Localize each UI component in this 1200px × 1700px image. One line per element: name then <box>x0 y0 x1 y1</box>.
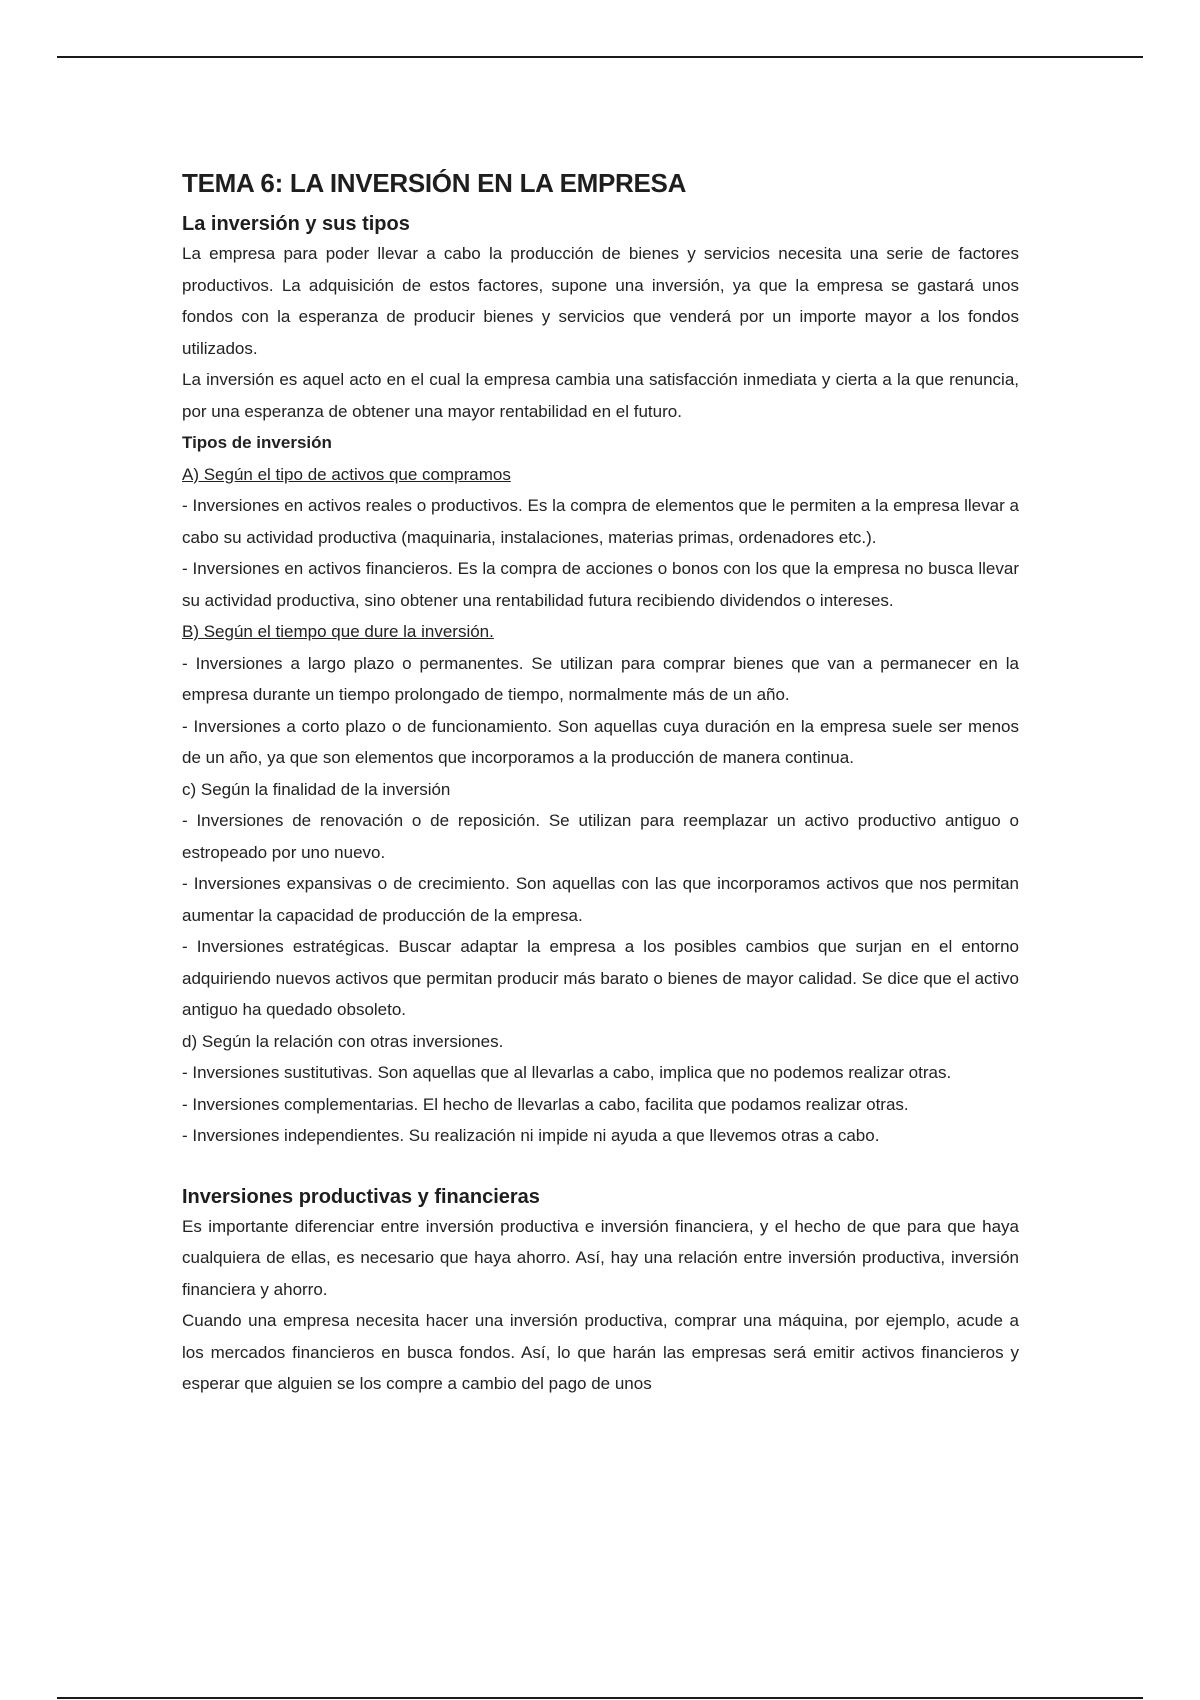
list-item: - Inversiones de renovación o de reposición. Se utilizan para reemplazar un activo productivo antiguo o estropeado por uno nuevo. <box>182 811 1019 862</box>
document-body <box>182 168 1019 1400</box>
paragraph: La empresa para poder llevar a cabo la producción de bienes y servicios necesita una serie de factores productivos. La adquisición de estos factores, supone una inversión, ya que la empresa se gastará unos fondos con la esperanza de producir bienes y servicios que venderá por un importe mayor a los fondos utilizados. <box>182 244 1019 358</box>
group-label-d: d) Según la relación con otras inversiones. <box>182 1031 504 1051</box>
group-label-b: B) Según el tiempo que dure la inversión. <box>182 622 494 641</box>
list-item: - Inversiones independientes. Su realización ni impide ni ayuda a que llevemos otras a cabo. <box>182 1126 880 1145</box>
section-heading-inversion-tipos: La inversión y sus tipos <box>182 213 410 235</box>
list-item: - Inversiones a largo plazo o permanentes. Se utilizan para comprar bienes que van a permanecer en la empresa durante un tiempo prolongado de tiempo, normalmente más de un año. <box>182 653 1019 704</box>
footer-rule <box>57 1697 1143 1699</box>
paragraph: Es importante diferenciar entre inversión productiva e inversión financiera, y el hecho de que para que haya cualquiera de ellas, es necesario que haya ahorro. Así, hay una relación entre inversión productiva, inversión financiera y ahorro. <box>182 1216 1019 1299</box>
list-item: - Inversiones sustitutivas. Son aquellas que al llevarlas a cabo, implica que no podemos realizar otras. <box>182 1063 952 1082</box>
header-rule <box>57 56 1143 58</box>
list-item: - Inversiones en activos reales o productivos. Es la compra de elementos que le permiten a la empresa llevar a cabo su actividad productiva (maquinaria, instalaciones, materias primas, ordenadores etc.). <box>182 496 1019 547</box>
list-item: - Inversiones en activos financieros. Es la compra de acciones o bonos con los que la empresa no busca llevar su actividad productiva, sino obtener una rentabilidad futura recibiendo dividendos o intereses. <box>182 559 1019 610</box>
subheading-tipos-inversion: Tipos de inversión <box>182 433 332 452</box>
paragraph: La inversión es aquel acto en el cual la empresa cambia una satisfacción inmediata y cierta a la que renuncia, por una esperanza de obtener una mayor rentabilidad en el futuro. <box>182 370 1019 421</box>
document-title: TEMA 6: LA INVERSIÓN EN LA EMPRESA <box>182 168 687 198</box>
paragraph: Cuando una empresa necesita hacer una inversión productiva, comprar una máquina, por ejemplo, acude a los mercados financieros en busca fondos. Así, lo que harán las empresas será emitir activos financieros y esperar que alguien se los compre a cambio del pago de unos <box>182 1311 1019 1393</box>
group-label-a: A) Según el tipo de activos que compramos <box>182 464 511 484</box>
list-item: - Inversiones complementarias. El hecho de llevarlas a cabo, facilita que podamos realizar otras. <box>182 1094 909 1114</box>
list-item: - Inversiones expansivas o de crecimiento. Son aquellas con las que incorporamos activos que nos permitan aumentar la capacidad de producción de la empresa. <box>182 874 1019 925</box>
section-heading-productivas-financieras: Inversiones productivas y financieras <box>182 1185 540 1208</box>
list-item: - Inversiones estratégicas. Buscar adaptar la empresa a los posibles cambios que surjan en el entorno adquiriendo nuevos activos que permitan producir más barato o bienes de mayor calidad. Se dice que el activo antiguo ha quedado obsoleto. <box>182 937 1019 1019</box>
group-label-c: c) Según la finalidad de la inversión <box>182 779 451 799</box>
list-item: - Inversiones a corto plazo o de funcionamiento. Son aquellas cuya duración en la empresa suele ser menos de un año, ya que son elementos que incorporamos a la producción de manera continua. <box>182 716 1019 767</box>
